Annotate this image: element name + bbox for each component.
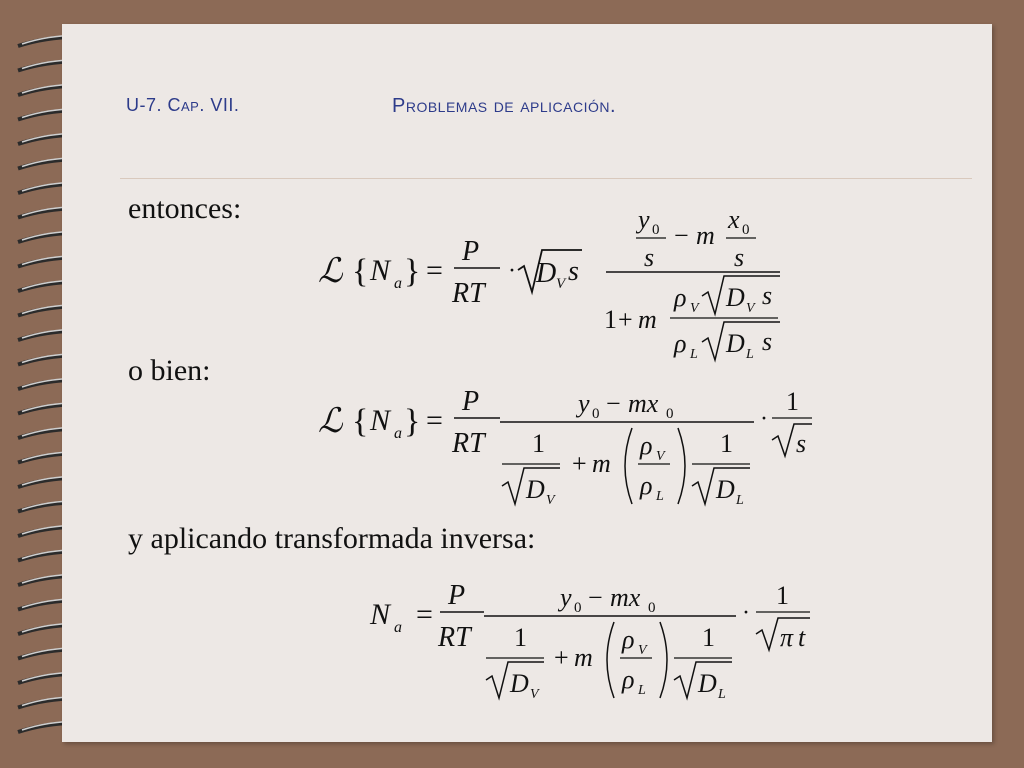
- svg-text:·: ·: [742, 600, 750, 626]
- svg-text:L: L: [638, 683, 646, 698]
- svg-text:0: 0: [666, 406, 674, 422]
- svg-text:L: L: [690, 347, 698, 362]
- svg-text:V: V: [690, 301, 699, 316]
- svg-text:1: 1: [720, 429, 733, 458]
- svg-text:m: m: [696, 221, 715, 250]
- svg-text:mx: mx: [610, 583, 641, 612]
- svg-text:mx: mx: [628, 389, 659, 418]
- svg-text:−: −: [674, 221, 689, 250]
- svg-text:RT: RT: [452, 428, 485, 459]
- svg-text:ρ: ρ: [640, 431, 653, 460]
- svg-text:s: s: [762, 281, 773, 310]
- svg-text:N: N: [370, 404, 391, 437]
- svg-text:V: V: [530, 687, 539, 702]
- svg-text:=: =: [426, 404, 443, 437]
- svg-text:s: s: [796, 429, 807, 458]
- svg-text:+: +: [572, 449, 587, 478]
- svg-text:−: −: [606, 389, 621, 418]
- svg-text:·: ·: [508, 258, 516, 284]
- svg-text:1: 1: [532, 429, 545, 458]
- svg-text:m: m: [574, 643, 593, 672]
- svg-text:−: −: [588, 583, 603, 612]
- svg-text:1: 1: [514, 623, 527, 652]
- svg-text:V: V: [656, 449, 665, 464]
- svg-text:1: 1: [786, 387, 799, 416]
- svg-text:+: +: [618, 305, 633, 334]
- svg-text:P: P: [462, 236, 480, 267]
- svg-text:s: s: [644, 243, 655, 272]
- svg-text:x: x: [728, 205, 740, 234]
- svg-text:V: V: [546, 493, 555, 508]
- svg-text:0: 0: [652, 222, 660, 238]
- text-o-bien: o bien:: [128, 354, 211, 387]
- svg-text:ρ: ρ: [622, 625, 635, 654]
- equation-2: [310, 384, 830, 514]
- svg-text:{: {: [352, 403, 369, 440]
- svg-text:RT: RT: [452, 278, 485, 309]
- svg-text:·: ·: [760, 406, 768, 432]
- svg-text:L: L: [746, 347, 754, 362]
- svg-text:L: L: [656, 489, 664, 504]
- svg-text:=: =: [426, 254, 443, 287]
- svg-text:ρ: ρ: [640, 471, 653, 500]
- svg-text:D: D: [536, 258, 557, 289]
- svg-text:D: D: [510, 669, 529, 698]
- svg-text:=: =: [416, 598, 433, 631]
- svg-text:ℒ: ℒ: [318, 253, 343, 290]
- svg-text:m: m: [638, 305, 657, 334]
- svg-text:P: P: [462, 386, 480, 417]
- unit-label: U-7. Cap. VII.: [126, 95, 240, 115]
- svg-text:s: s: [762, 327, 773, 356]
- svg-text:D: D: [726, 329, 745, 358]
- svg-text:1: 1: [604, 305, 617, 334]
- svg-text:V: V: [638, 643, 647, 658]
- svg-text:ρ: ρ: [622, 665, 635, 694]
- svg-text:D: D: [526, 475, 545, 504]
- slide-title: Problemas de aplicación.: [392, 95, 617, 117]
- svg-text:D: D: [698, 669, 717, 698]
- svg-text:}: }: [404, 253, 421, 290]
- svg-text:1: 1: [702, 623, 715, 652]
- svg-text:D: D: [716, 475, 735, 504]
- svg-text:a: a: [394, 619, 402, 636]
- svg-text:{: {: [352, 253, 369, 290]
- svg-text:a: a: [394, 425, 402, 442]
- svg-text:D: D: [726, 283, 745, 312]
- svg-text:s: s: [734, 243, 745, 272]
- header-divider: [120, 178, 972, 179]
- svg-text:y: y: [578, 389, 590, 418]
- svg-text:N: N: [370, 254, 391, 287]
- svg-text:0: 0: [648, 600, 656, 616]
- svg-text:s: s: [568, 256, 579, 287]
- svg-text:L: L: [718, 687, 726, 702]
- svg-text:0: 0: [592, 406, 600, 422]
- svg-text:0: 0: [742, 222, 750, 238]
- svg-text:1: 1: [776, 581, 789, 610]
- svg-text:ℒ: ℒ: [318, 403, 343, 440]
- svg-text:0: 0: [574, 600, 582, 616]
- svg-text:y: y: [638, 205, 650, 234]
- svg-text:RT: RT: [438, 622, 471, 653]
- svg-text:+: +: [554, 643, 569, 672]
- svg-text:V: V: [556, 276, 566, 292]
- svg-text:ρ: ρ: [674, 329, 687, 358]
- svg-text:a: a: [394, 275, 402, 292]
- svg-text:P: P: [448, 580, 466, 611]
- svg-text:y: y: [560, 583, 572, 612]
- svg-text:t: t: [798, 623, 806, 652]
- equation-3: [360, 578, 830, 708]
- svg-text:V: V: [746, 301, 755, 316]
- svg-text:N: N: [370, 598, 391, 631]
- text-entonces: entonces:: [128, 192, 242, 225]
- svg-text:}: }: [404, 403, 421, 440]
- svg-text:L: L: [736, 493, 744, 508]
- svg-text:ρ: ρ: [674, 283, 687, 312]
- svg-text:π: π: [780, 623, 794, 652]
- svg-text:m: m: [592, 449, 611, 478]
- equation-1: [310, 200, 790, 365]
- text-transformada-inversa: y aplicando transformada inversa:: [128, 522, 536, 555]
